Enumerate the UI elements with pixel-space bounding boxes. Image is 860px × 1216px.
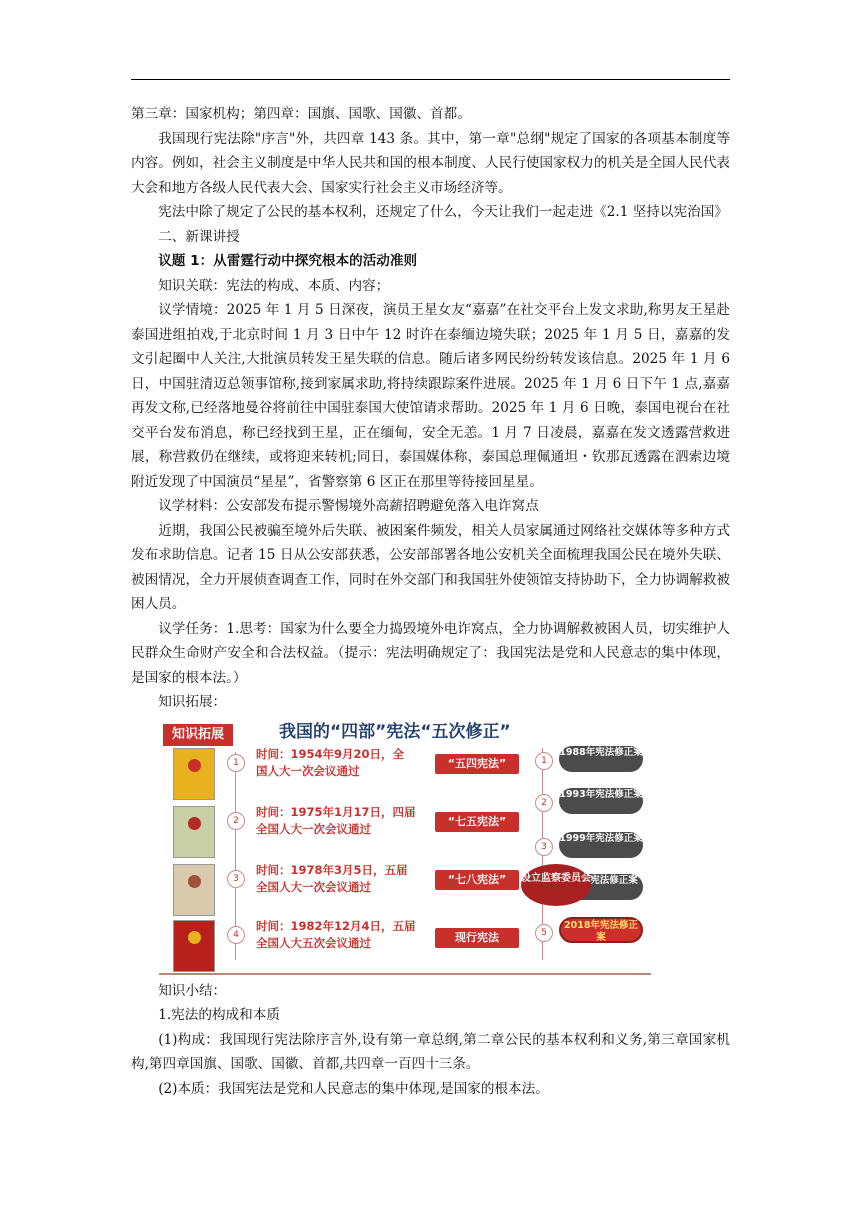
header-rule bbox=[131, 79, 730, 80]
constitution-name-tag: “七五宪法” bbox=[435, 812, 519, 832]
timeline-number: 4 bbox=[227, 926, 245, 944]
figure-tag: 知识拓展 bbox=[163, 724, 233, 746]
amendment-pill: 宪法修正案 bbox=[559, 874, 643, 900]
figure-bottom-rule bbox=[159, 973, 651, 975]
date-text: 时间：1978年3月5日，五届 bbox=[256, 862, 408, 877]
constitution-book-1975 bbox=[173, 806, 215, 858]
paragraph: 知识拓展： bbox=[158, 694, 227, 710]
timeline-number: 3 bbox=[227, 870, 245, 888]
timeline-number: 2 bbox=[227, 812, 245, 830]
amendment-pill-highlight: 2018年宪法修正案 bbox=[559, 917, 643, 943]
supervision-commission-bubble: 设立监察委员会 bbox=[521, 864, 591, 906]
paragraph: 知识小结： bbox=[158, 982, 227, 999]
amendment-pill: 1988年宪法修正案 bbox=[559, 746, 643, 772]
topic-heading: 议题 1：从雷霆行动中探究根本的活动准则 bbox=[158, 253, 418, 269]
paragraph: 议学材料：公安部发布提示警惕境外高薪招聘避免落入电诈窝点 bbox=[158, 498, 539, 514]
figure-title: 我国的“四部”宪法“五次修正” bbox=[279, 721, 511, 742]
date-line bbox=[256, 918, 416, 952]
amendment-pill: 1999年宪法修正案 bbox=[559, 832, 643, 858]
constitution-book-1978 bbox=[173, 864, 215, 916]
paragraph: 议学情境：2025 年 1 月 5 日深夜，演员王星女友“嘉嘉”在社交平台上发文求助,称男友王星赴泰国进组拍戏,于北京时间 1 月 3 日中午 12 时许在泰缅边境失联；2025 年 1 月 5 日，嘉嘉的发文引起圈中人关注,大批演员转发王星失联的信息。随后诸多网民纷纷转发该信息。2025 年 1 月 6 日，中国驻清迈总领事馆称,接到家属求助,将持续跟踪案件进展。2025 年 1 月 6 日下午 1 点,嘉嘉再发文称,已经落地曼谷将前往中国驻泰国大使馆请求帮助。2025 年 1 月 6 日晚，泰国电视台在社交平台发布消息，称已经找到王星，正在缅甸，安全无恙。1 月 7 日凌晨，嘉嘉在发文透露营救进展，称营救仍在继续，或将迎来转机;同日，泰国媒体称，泰国总理佩通坦・钦那瓦透露在泗索边境附近发现了中国演员“星星”，省警察第 6 区正在那里等待接回星星。 bbox=[131, 302, 730, 490]
date-text: 时间：1975年1月17日，四届 bbox=[256, 804, 416, 819]
section-heading: 二、新课讲授 bbox=[158, 228, 240, 245]
amendment-pill: 1993年宪法修正案 bbox=[559, 788, 643, 814]
amendment-number: 1 bbox=[535, 752, 553, 770]
constitution-infographic bbox=[159, 718, 651, 975]
constitution-name-tag: “七八宪法” bbox=[435, 870, 519, 890]
paragraph: (2)本质：我国宪法是党和人民意志的集中体现,是国家的根本法。 bbox=[158, 1080, 549, 1097]
date-text: 国人大一次会议通过 bbox=[256, 763, 360, 778]
amendment-number: 5 bbox=[535, 924, 553, 942]
date-text: 时间：1982年12月4日，五届 bbox=[256, 918, 416, 933]
date-line bbox=[256, 862, 408, 896]
constitution-name-tag: “五四宪法” bbox=[435, 754, 519, 774]
date-line bbox=[256, 804, 416, 838]
paragraph: 第三章：国家机构；第四章：国旗、国歌、国徽、首都。 bbox=[131, 106, 471, 122]
paragraph: 议学任务：1.思考：国家为什么要全力捣毁境外电诈窝点，全力协调解救被困人员，切实维护人民群众生命财产安全和合法权益。（提示：宪法明确规定了：我国宪法是党和人民意志的集中体现，是国家的根本法。） bbox=[131, 620, 730, 686]
constitution-book-1982 bbox=[173, 920, 215, 972]
paragraph: 近期，我国公民被骗至境外后失联、被困案件频发，相关人员家属通过网络社交媒体等多种方式发布求助信息。记者 15 日从公安部获悉，公安部部署各地公安机关全面梳理我国公民在境外失联、被困情况，全力开展侦查调查工作，同时在外交部门和我国驻外使领馆支持协助下，全力协调解救被困人员。 bbox=[131, 522, 730, 612]
constitution-book-1954 bbox=[173, 748, 215, 800]
amendment-number: 2 bbox=[535, 794, 553, 812]
date-text: 全国人大五次会议通过 bbox=[256, 935, 371, 950]
date-text: 时间：1954年9月20日，全 bbox=[256, 746, 405, 761]
date-line bbox=[256, 746, 404, 780]
paragraph: 我国现行宪法除"序言"外，共四章 143 条。其中，第一章"总纲"规定了国家的各项基本制度等内容。例如，社会主义制度是中华人民共和国的根本制度、人民行使国家权力的机关是全国人民代表大会和地方各级人民代表大会、国家实行社会主义市场经济等。 bbox=[131, 130, 730, 196]
document-body bbox=[131, 102, 730, 1101]
paragraph: 宪法中除了规定了公民的基本权利，还规定了什么，今天让我们一起走进《2.1 坚持以宪治国》 bbox=[158, 204, 728, 220]
date-text: 全国人大一次会议通过 bbox=[256, 821, 371, 836]
paragraph: 1.宪法的构成和本质 bbox=[158, 1007, 280, 1023]
constitution-name-tag: 现行宪法 bbox=[435, 928, 519, 948]
paragraph: (1)构成：我国现行宪法除序言外,设有第一章总纲,第二章公民的基本权利和义务,第三章国家机构,第四章国旗、国歌、国徽、首都,共四章一百四十三条。 bbox=[131, 1031, 730, 1072]
date-text: 全国人大一次会议通过 bbox=[256, 879, 371, 894]
amendment-number: 3 bbox=[535, 838, 553, 856]
timeline-number: 1 bbox=[227, 754, 245, 772]
paragraph: 知识关联：宪法的构成、本质、内容； bbox=[158, 277, 390, 294]
